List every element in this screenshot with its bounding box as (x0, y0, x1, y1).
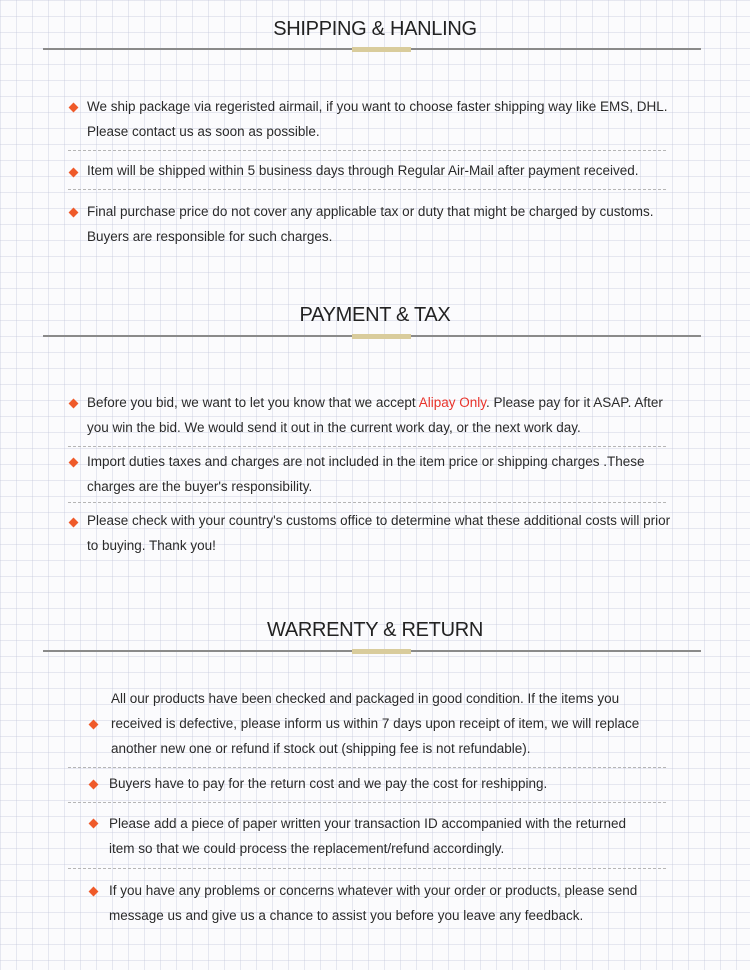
diamond-bullet-icon (89, 780, 99, 790)
dashed-divider (68, 446, 666, 447)
dashed-divider (68, 767, 666, 768)
shipping-item-1: We ship package via regeristed airmail, if you want to choose faster shipping way like EMS, DHL. Please contact us as soon as possible. (87, 99, 668, 139)
diamond-bullet-icon (89, 819, 99, 829)
diamond-bullet-icon (89, 887, 99, 897)
diamond-bullet-icon (69, 208, 79, 218)
diamond-bullet-icon (69, 399, 79, 409)
dashed-divider (68, 502, 666, 503)
warranty-section-title: WARRENTY & RETURN (266, 619, 484, 641)
shipping-item-2: Item will be shipped within 5 business days through Regular Air-Mail after payment received. (87, 163, 639, 178)
payment-item-1-text-b: . Please pay for it ASAP. After you win the bid. We would send it out in the current work day, or the next work day. (87, 395, 663, 435)
dashed-divider (68, 189, 666, 190)
warranty-item-3: Please add a piece of paper written your transaction ID accompanied with the returned item so that we could process the replacement/refund accordingly. (109, 816, 627, 856)
shipping-item-3: Final purchase price do not cover any applicable tax or duty that might be charged by customs. Buyers are responsible for such charges. (87, 204, 654, 244)
warranty-item-1: All our products have been checked and packaged in good condition. If the items you received is defective, please inform us within 7 days upon receipt of item, we will replace another new one or refund if stock out (shipping fee is not refundable). (111, 691, 640, 756)
payment-item-3: Please check with your country's customs office to determine what these additional costs will prior to buying. Thank you! (87, 513, 671, 553)
warranty-accent-bar (352, 649, 411, 654)
warranty-item-2: Buyers have to pay for the return cost and we pay the cost for reshipping. (109, 776, 548, 791)
payment-accent-bar (352, 334, 411, 339)
alipay-highlight: Alipay Only (418, 395, 486, 410)
shipping-section-title: SHIPPING & HANLING (273, 18, 477, 40)
dashed-divider (68, 802, 666, 803)
diamond-bullet-icon (89, 720, 99, 730)
payment-item-1-text-a: Before you bid, we want to let you know that we accept (87, 395, 419, 410)
shipping-accent-bar (352, 47, 411, 52)
dashed-divider (68, 150, 666, 151)
payment-item-2: Import duties taxes and charges are not included in the item price or shipping charges .These charges are the buyer's responsibility. (87, 454, 645, 494)
diamond-bullet-icon (69, 458, 79, 468)
dashed-divider (68, 868, 666, 869)
payment-item-1 (87, 390, 677, 440)
diamond-bullet-icon (69, 103, 79, 113)
diamond-bullet-icon (69, 518, 79, 528)
warranty-item-4: If you have any problems or concerns whatever with your order or products, please send message us and give us a chance to assist you before you leave any feedback. (109, 883, 638, 923)
payment-section-title: PAYMENT & TAX (299, 304, 451, 326)
diamond-bullet-icon (69, 168, 79, 178)
